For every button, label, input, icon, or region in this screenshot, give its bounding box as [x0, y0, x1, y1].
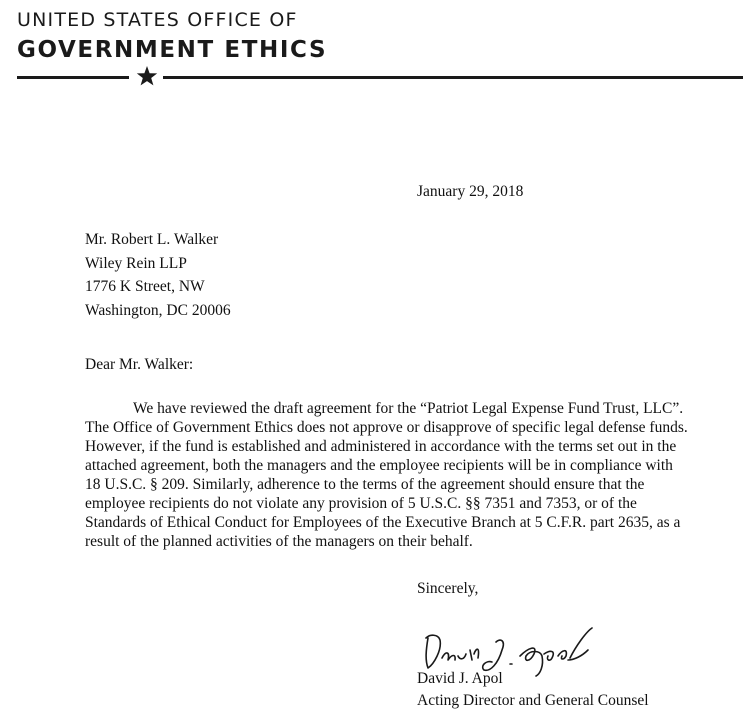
- recipient-name: Mr. Robert L. Walker: [85, 231, 219, 248]
- body-line: We have reviewed the draft agreement for the “Patriot Legal Expense Fund Trust, LLC”.: [133, 400, 684, 417]
- body-line: Standards of Ethical Conduct for Employees of the Executive Branch at 5 C.F.R. part 2635, as a: [85, 514, 681, 531]
- body-line: However, if the fund is established and administered in accordance with the terms set out in the: [85, 438, 677, 455]
- letterhead-rule-left: [17, 76, 129, 79]
- signer-name: David J. Apol: [417, 670, 503, 687]
- recipient-firm: Wiley Rein LLP: [85, 254, 187, 272]
- letterhead: [17, 0, 743, 90]
- letterhead-rule-right: [163, 76, 743, 79]
- recipient-city: Washington, DC 20006: [85, 301, 231, 319]
- body-line: employee recipients do not violate any provision of 5 U.S.C. §§ 7351 and 7353, or of the: [85, 495, 637, 512]
- letter-body: [85, 399, 688, 551]
- agency-name-line1: UNITED STATES OFFICE OF: [17, 9, 298, 31]
- agency-name-line2: GOVERNMENT ETHICS: [17, 37, 328, 63]
- letter-date: January 29, 2018: [417, 183, 524, 200]
- recipient-street: 1776 K Street, NW: [85, 278, 205, 295]
- body-line: result of the planned activities of the managers on their behalf.: [85, 533, 473, 550]
- body-line: The Office of Government Ethics does not approve or disapprove of specific legal defense funds.: [85, 419, 688, 436]
- signer-block: [417, 668, 649, 712]
- body-line: 18 U.S.C. § 209. Similarly, adherence to the terms of the agreement should ensure that the: [85, 476, 645, 493]
- signer-title: Acting Director and General Counsel: [417, 692, 649, 709]
- recipient-address: [85, 228, 231, 322]
- salutation: Dear Mr. Walker:: [85, 356, 194, 373]
- star-icon: [135, 64, 159, 88]
- body-line: attached agreement, both the managers and the employee recipients will be in compliance with: [85, 457, 673, 474]
- closing: Sincerely,: [417, 580, 479, 597]
